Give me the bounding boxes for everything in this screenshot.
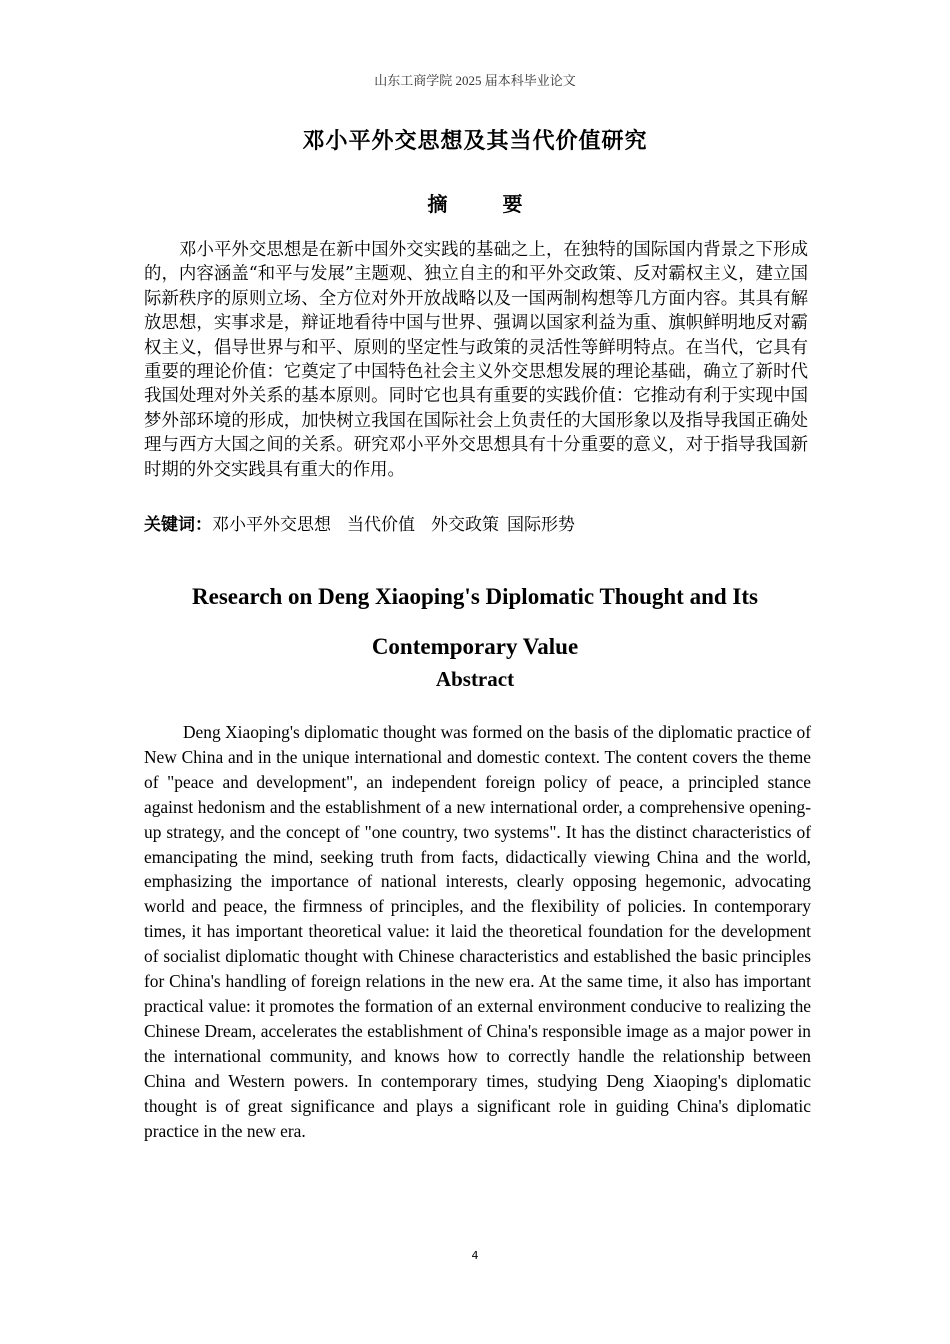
keyword-item: 国际形势 <box>507 515 575 535</box>
keyword-item: 邓小平外交思想 <box>212 515 331 535</box>
keyword-item: 外交政策 <box>431 515 499 535</box>
english-abstract-body: Deng Xiaoping's diplomatic thought was formed on the basis of the diplomatic practice of New China and in the unique international and domestic context. The content covers the theme of "peace and development", an independent foreign policy of peace, a principled stance against hedonism and the establishment of a new international order, a comprehensive opening-up strategy, and the concept of "one country, two systems". It has the distinct characteristics of emancipating the mind, seeking truth from facts, didactically viewing China and the world, emphasizing the importance of national interests, clearly opposing hegemonic, advocating world and peace, the firmness of principles, and the flexibility of policies. In contemporary times, it has important theoretical value: it laid the theoretical foundation for the development of socialist diplomatic thought with Chinese characteristics and established the basic principles for China's handling of foreign relations in the new era. At the same time, it also has important practical value: it promotes the formation of an external environment conducive to realizing the Chinese Dream, accelerates the establishment of China's responsible image as a major power in the international community, and knows how to correctly handle the relationship between China and Western powers. In contemporary times, studying Deng Xiaoping's diplomatic thought is of great significance and plays a significant role in guiding China's diplomatic practice in the new era. <box>144 722 811 1141</box>
page-number: 4 <box>471 1249 479 1262</box>
english-abstract-heading: Abstract <box>435 667 515 691</box>
english-title: Research on Deng Xiaoping's Diplomatic Thought and Its Contemporary Value <box>192 584 758 659</box>
running-header: 山东工商学院 2025 届本科毕业论文 <box>374 73 576 88</box>
keywords-label: 关键词： <box>144 515 212 535</box>
chinese-abstract-body: 邓小平外交思想是在新中国外交实践的基础之上，在独特的国际国内背景之下形成的，内容涵盖“和平与发展”主题观、独立自主的和平外交政策、反对霸权主义，建立国际新秩序的原则立场、全方位对外开放战略以及一国两制构想等几方面内容。其具有解放思想，实事求是，辩证地看待中国与世界、强调以国家利益为重、旗帜鲜明地反对霸权主义，倡导世界与和平、原则的坚定性与政策的灵活性等鲜明特点。在当代，它具有重要的理论价值：它奠定了中国特色社会主义外交思想发展的理论基础，确立了新时代我国处理对外关系的基本原则。同时它也具有重要的实践价值：它推动有利于实现中国梦外部环境的形成，加快树立我国在国际社会上负责任的大国形象以及指导我国正确处理与西方大国之间的关系。研究邓小平外交思想具有十分重要的意义，对于指导我国新时期的外交实践具有重大的作用。 <box>144 240 808 480</box>
keyword-item: 当代价值 <box>347 515 415 535</box>
chinese-title: 邓小平外交思想及其当代价值研究 <box>302 129 648 154</box>
chinese-abstract-heading: 摘 要 <box>427 192 547 216</box>
chinese-keywords <box>144 513 808 537</box>
